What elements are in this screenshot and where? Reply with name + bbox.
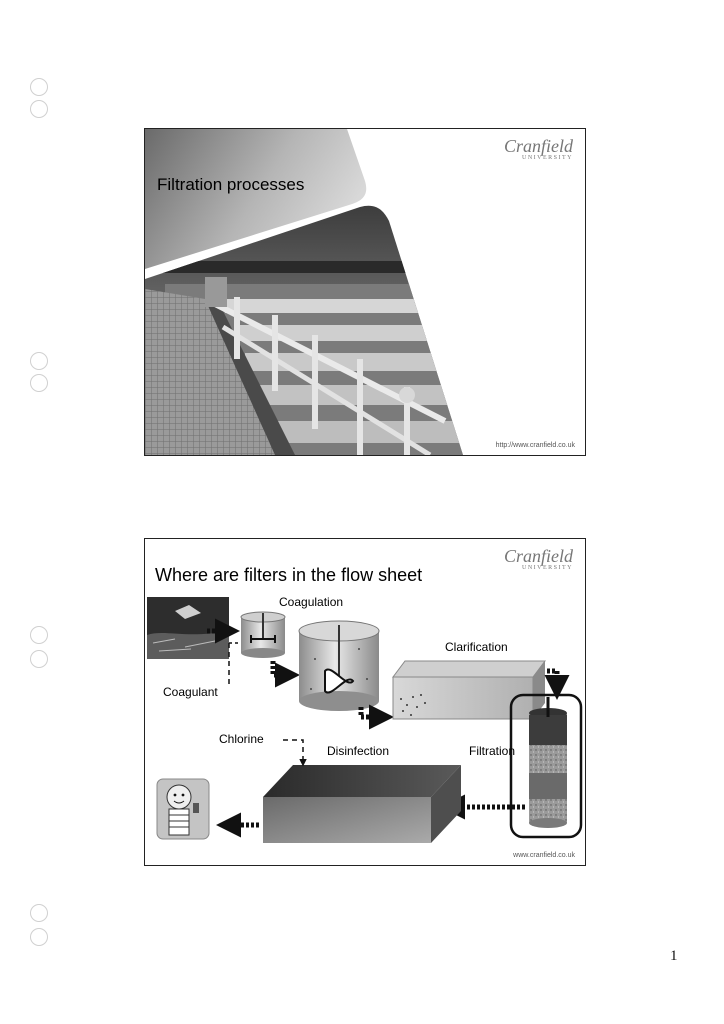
punch-hole: [30, 928, 48, 946]
punch-hole: [30, 374, 48, 392]
punch-hole: [30, 78, 48, 96]
label-chlorine: Chlorine: [219, 732, 264, 746]
punch-hole: [30, 352, 48, 370]
slide-title: Where are filters in the flow sheet: [155, 565, 423, 585]
logo-text: Cranfield: [503, 546, 573, 566]
slide-url: http://www.cranfield.co.uk: [495, 442, 575, 449]
flocculation-tank: [299, 621, 379, 711]
logo-text: Cranfield: [503, 136, 573, 156]
slide-title: Filtration processes: [157, 175, 305, 194]
cranfield-logo: [504, 137, 573, 162]
label-coagulant: Coagulant: [163, 685, 218, 699]
clarifier: [393, 661, 545, 719]
label-clarification: Clarification: [445, 640, 508, 654]
logo-subtext: UNIVERSITY: [522, 565, 573, 571]
label-disinfection: Disinfection: [327, 744, 390, 758]
slide-filtration-processes: [144, 128, 586, 456]
river-photo: [147, 597, 229, 659]
coagulation-tank: [241, 612, 285, 658]
label-coagulation: Coagulation: [279, 595, 344, 609]
punch-hole: [30, 650, 48, 668]
flow-sheet-diagram: [145, 539, 585, 865]
disinfection-tank: [263, 765, 461, 843]
label-filtration: Filtration: [469, 744, 516, 758]
slide-url: www.cranfield.co.uk: [513, 852, 575, 859]
person-with-glass-icon: [157, 779, 209, 839]
page-number: 1: [670, 948, 678, 964]
punch-hole: [30, 100, 48, 118]
punch-hole: [30, 626, 48, 644]
slide-flow-sheet: [144, 538, 586, 866]
punch-hole: [30, 904, 48, 922]
logo-subtext: UNIVERSITY: [522, 155, 573, 161]
cranfield-logo: [504, 547, 573, 572]
